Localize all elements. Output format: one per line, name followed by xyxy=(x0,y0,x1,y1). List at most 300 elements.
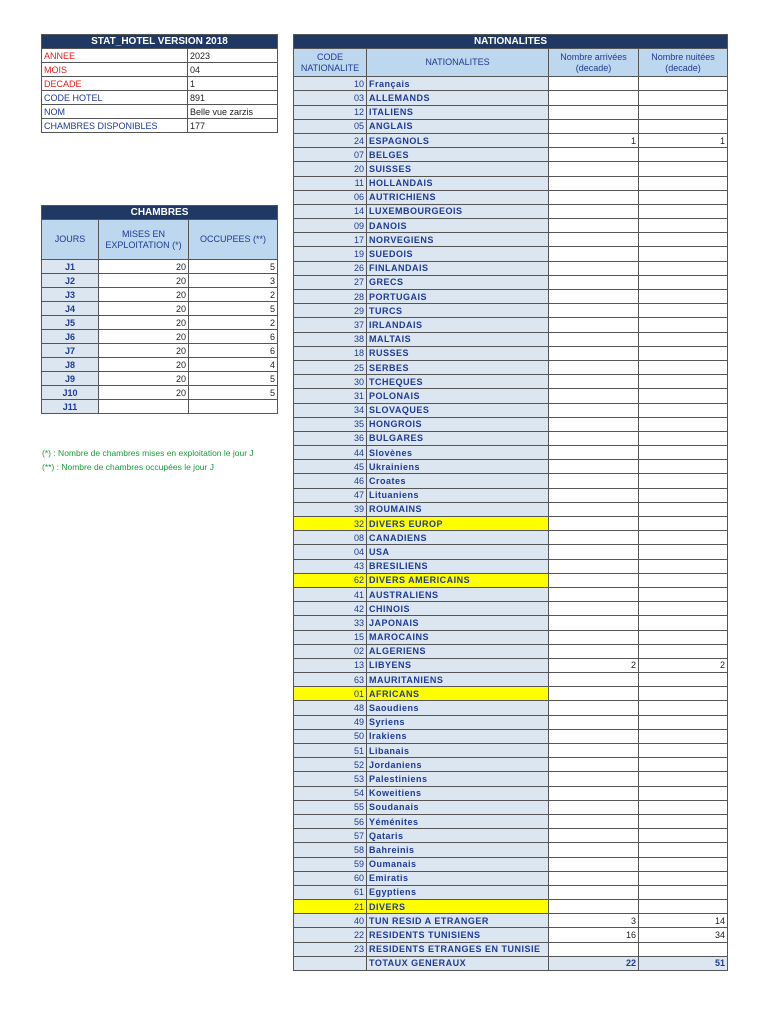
occupees-value[interactable]: 4 xyxy=(189,358,278,372)
code-nationalite: 05 xyxy=(294,119,367,133)
arrivees-value[interactable] xyxy=(549,758,639,772)
code-nationalite: 39 xyxy=(294,502,367,516)
nationalite-row xyxy=(294,148,728,162)
nationalite-row xyxy=(294,715,728,729)
arrivees-value[interactable]: 2 xyxy=(549,658,639,672)
info-value[interactable]: 2023 xyxy=(188,49,278,63)
nuitees-value[interactable] xyxy=(639,814,728,828)
arrivees-value[interactable] xyxy=(549,772,639,786)
arrivees-value[interactable] xyxy=(549,800,639,814)
arrivees-value[interactable] xyxy=(549,715,639,729)
arrivees-value[interactable] xyxy=(549,729,639,743)
nuitees-value[interactable] xyxy=(639,176,728,190)
nationalite-row xyxy=(294,360,728,374)
nationalite-name: ALGERIENS xyxy=(367,644,549,658)
nuitees-value[interactable] xyxy=(639,261,728,275)
nuitees-value[interactable] xyxy=(639,871,728,885)
nationalite-row xyxy=(294,204,728,218)
arrivees-value[interactable] xyxy=(549,602,639,616)
nuitees-value[interactable]: 1 xyxy=(639,133,728,147)
jour-label: J1 xyxy=(42,260,99,274)
arrivees-value[interactable] xyxy=(549,190,639,204)
nuitees-value[interactable] xyxy=(639,772,728,786)
nuitees-value[interactable] xyxy=(639,587,728,601)
nuitees-value[interactable] xyxy=(639,744,728,758)
arrivees-value[interactable] xyxy=(549,885,639,899)
nuitees-value[interactable] xyxy=(639,829,728,843)
arrivees-value[interactable] xyxy=(549,573,639,587)
arrivees-value[interactable] xyxy=(549,431,639,445)
occupees-value[interactable]: 6 xyxy=(189,344,278,358)
code-nationalite: 15 xyxy=(294,630,367,644)
code-nationalite: 29 xyxy=(294,304,367,318)
jour-label: J2 xyxy=(42,274,99,288)
nationalite-row xyxy=(294,261,728,275)
nationalites-title: NATIONALITES xyxy=(294,35,728,49)
arrivees-value[interactable] xyxy=(549,275,639,289)
arrivees-value[interactable] xyxy=(549,814,639,828)
info-label: MOIS xyxy=(42,63,188,77)
arrivees-value[interactable] xyxy=(549,900,639,914)
nationalite-row xyxy=(294,871,728,885)
arrivees-value[interactable] xyxy=(549,105,639,119)
arrivees-value[interactable] xyxy=(549,871,639,885)
arrivees-value[interactable] xyxy=(549,744,639,758)
nuitees-value[interactable] xyxy=(639,105,728,119)
nationalite-name: TUN RESID A ETRANGER xyxy=(367,914,549,928)
arrivees-value[interactable] xyxy=(549,673,639,687)
nationalite-name: SUEDOIS xyxy=(367,247,549,261)
nationalite-row xyxy=(294,900,728,914)
arrivees-value[interactable] xyxy=(549,460,639,474)
nationalite-row xyxy=(294,800,728,814)
nuitees-value[interactable] xyxy=(639,545,728,559)
nationalite-row xyxy=(294,744,728,758)
code-nationalite: 53 xyxy=(294,772,367,786)
arrivees-value[interactable] xyxy=(549,162,639,176)
nationalite-name: CHINOIS xyxy=(367,602,549,616)
nuitees-value[interactable] xyxy=(639,488,728,502)
nationalite-row xyxy=(294,758,728,772)
arrivees-value[interactable] xyxy=(549,403,639,417)
mises-value[interactable]: 20 xyxy=(99,260,189,274)
nuitees-value[interactable] xyxy=(639,758,728,772)
info-value[interactable]: 1 xyxy=(188,77,278,91)
code-nationalite: 30 xyxy=(294,375,367,389)
nationalite-row xyxy=(294,829,728,843)
occupees-value[interactable]: 6 xyxy=(189,330,278,344)
header-jours: JOURS xyxy=(42,220,99,260)
info-row xyxy=(42,105,278,119)
nuitees-value[interactable] xyxy=(639,673,728,687)
nationalite-name: PORTUGAIS xyxy=(367,290,549,304)
arrivees-value[interactable] xyxy=(549,545,639,559)
arrivees-value[interactable] xyxy=(549,502,639,516)
nationalite-row xyxy=(294,616,728,630)
nuitees-value[interactable]: 2 xyxy=(639,658,728,672)
chambre-row xyxy=(42,400,278,414)
nuitees-value[interactable] xyxy=(639,332,728,346)
arrivees-value[interactable] xyxy=(549,389,639,403)
nationalite-row xyxy=(294,460,728,474)
nationalite-row xyxy=(294,190,728,204)
code-nationalite: 20 xyxy=(294,162,367,176)
arrivees-value[interactable] xyxy=(549,148,639,162)
nationalite-name: JAPONAIS xyxy=(367,616,549,630)
arrivees-value[interactable] xyxy=(549,446,639,460)
arrivees-value[interactable] xyxy=(549,77,639,91)
mises-value[interactable]: 20 xyxy=(99,386,189,400)
nationalite-name: Syriens xyxy=(367,715,549,729)
arrivees-value[interactable] xyxy=(549,488,639,502)
info-value[interactable]: 177 xyxy=(188,119,278,133)
arrivees-value[interactable] xyxy=(549,119,639,133)
arrivees-value[interactable] xyxy=(549,219,639,233)
info-label: CODE HOTEL xyxy=(42,91,188,105)
nationalite-row xyxy=(294,119,728,133)
nuitees-value[interactable] xyxy=(639,644,728,658)
arrivees-value[interactable] xyxy=(549,261,639,275)
nationalite-name: Oumanais xyxy=(367,857,549,871)
nationalite-row xyxy=(294,133,728,147)
nuitees-value[interactable] xyxy=(639,318,728,332)
arrivees-value[interactable] xyxy=(549,517,639,531)
nationalite-name: Slovènes xyxy=(367,446,549,460)
nationalite-name: Croates xyxy=(367,474,549,488)
jour-label: J4 xyxy=(42,302,99,316)
arrivees-value[interactable] xyxy=(549,616,639,630)
total-blank xyxy=(294,956,367,970)
nationalite-name: LIBYENS xyxy=(367,658,549,672)
mises-value[interactable]: 20 xyxy=(99,316,189,330)
arrivees-value[interactable] xyxy=(549,843,639,857)
mises-value[interactable]: 20 xyxy=(99,330,189,344)
nuitees-value[interactable] xyxy=(639,247,728,261)
mises-value[interactable]: 20 xyxy=(99,302,189,316)
nuitees-value[interactable] xyxy=(639,91,728,105)
arrivees-value[interactable] xyxy=(549,587,639,601)
arrivees-value[interactable] xyxy=(549,91,639,105)
nuitees-value[interactable] xyxy=(639,630,728,644)
info-label: CHAMBRES DISPONIBLES xyxy=(42,119,188,133)
arrivees-value[interactable]: 16 xyxy=(549,928,639,942)
arrivees-value[interactable] xyxy=(549,417,639,431)
nationalite-name: CANADIENS xyxy=(367,531,549,545)
code-nationalite: 12 xyxy=(294,105,367,119)
nationalite-name: ALLEMANDS xyxy=(367,91,549,105)
nuitees-value[interactable] xyxy=(639,389,728,403)
arrivees-value[interactable] xyxy=(549,857,639,871)
arrivees-value[interactable] xyxy=(549,701,639,715)
info-value[interactable]: 891 xyxy=(188,91,278,105)
code-nationalite: 62 xyxy=(294,573,367,587)
nuitees-value[interactable] xyxy=(639,375,728,389)
nuitees-value[interactable] xyxy=(639,219,728,233)
nationalite-name: ITALIENS xyxy=(367,105,549,119)
nationalite-row xyxy=(294,673,728,687)
code-nationalite: 09 xyxy=(294,219,367,233)
nuitees-value[interactable] xyxy=(639,290,728,304)
nationalite-name: Lituaniens xyxy=(367,488,549,502)
nationalite-name: MALTAIS xyxy=(367,332,549,346)
nationalite-name: MAROCAINS xyxy=(367,630,549,644)
nuitees-value[interactable] xyxy=(639,729,728,743)
arrivees-value[interactable] xyxy=(549,375,639,389)
occupees-value[interactable]: 5 xyxy=(189,372,278,386)
nationalite-name: RUSSES xyxy=(367,346,549,360)
nuitees-value[interactable] xyxy=(639,304,728,318)
arrivees-value[interactable] xyxy=(549,786,639,800)
code-nationalite: 19 xyxy=(294,247,367,261)
arrivees-value[interactable] xyxy=(549,304,639,318)
nuitees-value[interactable] xyxy=(639,446,728,460)
total-nuitees: 51 xyxy=(639,956,728,970)
nationalite-row xyxy=(294,559,728,573)
total-row xyxy=(294,956,728,970)
code-nationalite: 46 xyxy=(294,474,367,488)
nationalite-name: Qataris xyxy=(367,829,549,843)
mises-value[interactable]: 20 xyxy=(99,372,189,386)
nationalite-name: TCHEQUES xyxy=(367,375,549,389)
occupees-value[interactable] xyxy=(189,400,278,414)
info-value[interactable]: Belle vue zarzis xyxy=(188,105,278,119)
code-nationalite: 43 xyxy=(294,559,367,573)
occupees-value[interactable]: 5 xyxy=(189,260,278,274)
nationalite-name: Yéménites xyxy=(367,814,549,828)
hotel-info-table xyxy=(41,34,278,133)
nationalite-name: Koweitiens xyxy=(367,786,549,800)
nationalite-name: DIVERS AMERICAINS xyxy=(367,573,549,587)
nationalite-row xyxy=(294,105,728,119)
nuitees-value[interactable] xyxy=(639,843,728,857)
jour-label: J11 xyxy=(42,400,99,414)
arrivees-value[interactable] xyxy=(549,559,639,573)
nuitees-value[interactable] xyxy=(639,942,728,956)
nuitees-value[interactable] xyxy=(639,502,728,516)
chambre-row xyxy=(42,330,278,344)
nationalite-row xyxy=(294,587,728,601)
chambre-row xyxy=(42,358,278,372)
chambres-title: CHAMBRES xyxy=(42,206,278,220)
code-nationalite: 25 xyxy=(294,360,367,374)
chambre-row xyxy=(42,386,278,400)
arrivees-value[interactable] xyxy=(549,176,639,190)
nationalite-name: AUTRICHIENS xyxy=(367,190,549,204)
code-nationalite: 48 xyxy=(294,701,367,715)
arrivees-value[interactable] xyxy=(549,290,639,304)
nationalite-row xyxy=(294,446,728,460)
nuitees-value[interactable] xyxy=(639,474,728,488)
code-nationalite: 40 xyxy=(294,914,367,928)
nationalite-row xyxy=(294,843,728,857)
nationalite-name: HONGROIS xyxy=(367,417,549,431)
nuitees-value[interactable] xyxy=(639,715,728,729)
nationalite-row xyxy=(294,814,728,828)
nationalite-row xyxy=(294,91,728,105)
jour-label: J8 xyxy=(42,358,99,372)
code-nationalite: 41 xyxy=(294,587,367,601)
nationalite-row xyxy=(294,687,728,701)
nationalite-row xyxy=(294,545,728,559)
nationalite-row xyxy=(294,701,728,715)
arrivees-value[interactable] xyxy=(549,318,639,332)
nationalite-name: USA xyxy=(367,545,549,559)
nuitees-value[interactable] xyxy=(639,857,728,871)
arrivees-value[interactable] xyxy=(549,233,639,247)
occupees-value[interactable]: 2 xyxy=(189,288,278,302)
header-nationalites: NATIONALITES xyxy=(367,49,549,77)
occupees-value[interactable]: 5 xyxy=(189,386,278,400)
nuitees-value[interactable] xyxy=(639,417,728,431)
chambre-row xyxy=(42,316,278,330)
arrivees-value[interactable] xyxy=(549,332,639,346)
nationalite-name: AFRICANS xyxy=(367,687,549,701)
nuitees-value[interactable] xyxy=(639,573,728,587)
arrivees-value[interactable] xyxy=(549,247,639,261)
code-nationalite: 47 xyxy=(294,488,367,502)
nationalite-row xyxy=(294,885,728,899)
nationalite-row xyxy=(294,431,728,445)
nuitees-value[interactable] xyxy=(639,900,728,914)
nuitees-value[interactable] xyxy=(639,403,728,417)
code-nationalite: 56 xyxy=(294,814,367,828)
code-nationalite: 22 xyxy=(294,928,367,942)
code-nationalite: 23 xyxy=(294,942,367,956)
occupees-value[interactable]: 3 xyxy=(189,274,278,288)
mises-value[interactable]: 20 xyxy=(99,274,189,288)
total-label: TOTAUX GENERAUX xyxy=(367,956,549,970)
nuitees-value[interactable] xyxy=(639,786,728,800)
mises-value[interactable]: 20 xyxy=(99,358,189,372)
jour-label: J3 xyxy=(42,288,99,302)
nuitees-value[interactable] xyxy=(639,687,728,701)
nuitees-value[interactable] xyxy=(639,885,728,899)
jour-label: J7 xyxy=(42,344,99,358)
info-row xyxy=(42,63,278,77)
arrivees-value[interactable] xyxy=(549,346,639,360)
nationalite-name: NORVEGIENS xyxy=(367,233,549,247)
nationalite-row xyxy=(294,914,728,928)
nuitees-value[interactable] xyxy=(639,616,728,630)
mises-value[interactable]: 20 xyxy=(99,344,189,358)
nationalite-row xyxy=(294,786,728,800)
nuitees-value[interactable]: 34 xyxy=(639,928,728,942)
code-nationalite: 45 xyxy=(294,460,367,474)
note-mises: (*) : Nombre de chambres mises en exploitation le jour J xyxy=(42,448,254,458)
nationalite-row xyxy=(294,375,728,389)
arrivees-value[interactable] xyxy=(549,829,639,843)
nuitees-value[interactable] xyxy=(639,559,728,573)
info-value[interactable]: 04 xyxy=(188,63,278,77)
nuitees-value[interactable] xyxy=(639,360,728,374)
code-nationalite: 28 xyxy=(294,290,367,304)
occupees-value[interactable]: 5 xyxy=(189,302,278,316)
nuitees-value[interactable] xyxy=(639,800,728,814)
nuitees-value[interactable] xyxy=(639,233,728,247)
arrivees-value[interactable] xyxy=(549,360,639,374)
nuitees-value[interactable] xyxy=(639,190,728,204)
info-row xyxy=(42,91,278,105)
nuitees-value[interactable] xyxy=(639,275,728,289)
nuitees-value[interactable] xyxy=(639,431,728,445)
code-nationalite: 54 xyxy=(294,786,367,800)
nuitees-value[interactable] xyxy=(639,119,728,133)
nuitees-value[interactable] xyxy=(639,701,728,715)
header-mises: MISES EN EXPLOITATION (*) xyxy=(99,220,189,260)
arrivees-value[interactable] xyxy=(549,942,639,956)
code-nationalite: 01 xyxy=(294,687,367,701)
arrivees-value[interactable] xyxy=(549,630,639,644)
arrivees-value[interactable]: 1 xyxy=(549,133,639,147)
nuitees-value[interactable] xyxy=(639,204,728,218)
code-nationalite: 38 xyxy=(294,332,367,346)
info-label: ANNEE xyxy=(42,49,188,63)
arrivees-value[interactable] xyxy=(549,204,639,218)
header-nuitees: Nombre nuitées (decade) xyxy=(639,49,728,77)
nationalite-row xyxy=(294,290,728,304)
code-nationalite: 35 xyxy=(294,417,367,431)
nationalite-name: Ukrainiens xyxy=(367,460,549,474)
mises-value[interactable] xyxy=(99,400,189,414)
nuitees-value[interactable] xyxy=(639,162,728,176)
arrivees-value[interactable] xyxy=(549,644,639,658)
arrivees-value[interactable] xyxy=(549,531,639,545)
nationalite-name: Egyptiens xyxy=(367,885,549,899)
nuitees-value[interactable] xyxy=(639,602,728,616)
arrivees-value[interactable] xyxy=(549,687,639,701)
chambre-row xyxy=(42,288,278,302)
chambre-row xyxy=(42,274,278,288)
nationalite-name: Bahreinis xyxy=(367,843,549,857)
code-nationalite: 04 xyxy=(294,545,367,559)
arrivees-value[interactable] xyxy=(549,474,639,488)
nationalite-name: Emiratis xyxy=(367,871,549,885)
code-nationalite: 06 xyxy=(294,190,367,204)
header-code: CODE NATIONALITE xyxy=(294,49,367,77)
nationalite-name: BELGES xyxy=(367,148,549,162)
chambre-row xyxy=(42,372,278,386)
nationalite-row xyxy=(294,417,728,431)
code-nationalite: 17 xyxy=(294,233,367,247)
nuitees-value[interactable] xyxy=(639,460,728,474)
nuitees-value[interactable] xyxy=(639,531,728,545)
nuitees-value[interactable] xyxy=(639,148,728,162)
code-nationalite: 13 xyxy=(294,658,367,672)
code-nationalite: 61 xyxy=(294,885,367,899)
arrivees-value[interactable]: 3 xyxy=(549,914,639,928)
nuitees-value[interactable]: 14 xyxy=(639,914,728,928)
nationalite-name: POLONAIS xyxy=(367,389,549,403)
code-nationalite: 60 xyxy=(294,871,367,885)
mises-value[interactable]: 20 xyxy=(99,288,189,302)
nationalite-row xyxy=(294,644,728,658)
nationalite-row xyxy=(294,247,728,261)
nuitees-value[interactable] xyxy=(639,346,728,360)
nationalite-row xyxy=(294,275,728,289)
nuitees-value[interactable] xyxy=(639,517,728,531)
nationalite-row xyxy=(294,346,728,360)
nuitees-value[interactable] xyxy=(639,77,728,91)
nationalite-row xyxy=(294,602,728,616)
nationalite-row xyxy=(294,928,728,942)
code-nationalite: 31 xyxy=(294,389,367,403)
nationalite-name: RESIDENTS ETRANGES EN TUNISIE xyxy=(367,942,549,956)
nationalite-name: MAURITANIENS xyxy=(367,673,549,687)
occupees-value[interactable]: 2 xyxy=(189,316,278,330)
nationalite-name: SERBES xyxy=(367,360,549,374)
nationalite-name: ESPAGNOLS xyxy=(367,133,549,147)
nationalite-name: Palestiniens xyxy=(367,772,549,786)
